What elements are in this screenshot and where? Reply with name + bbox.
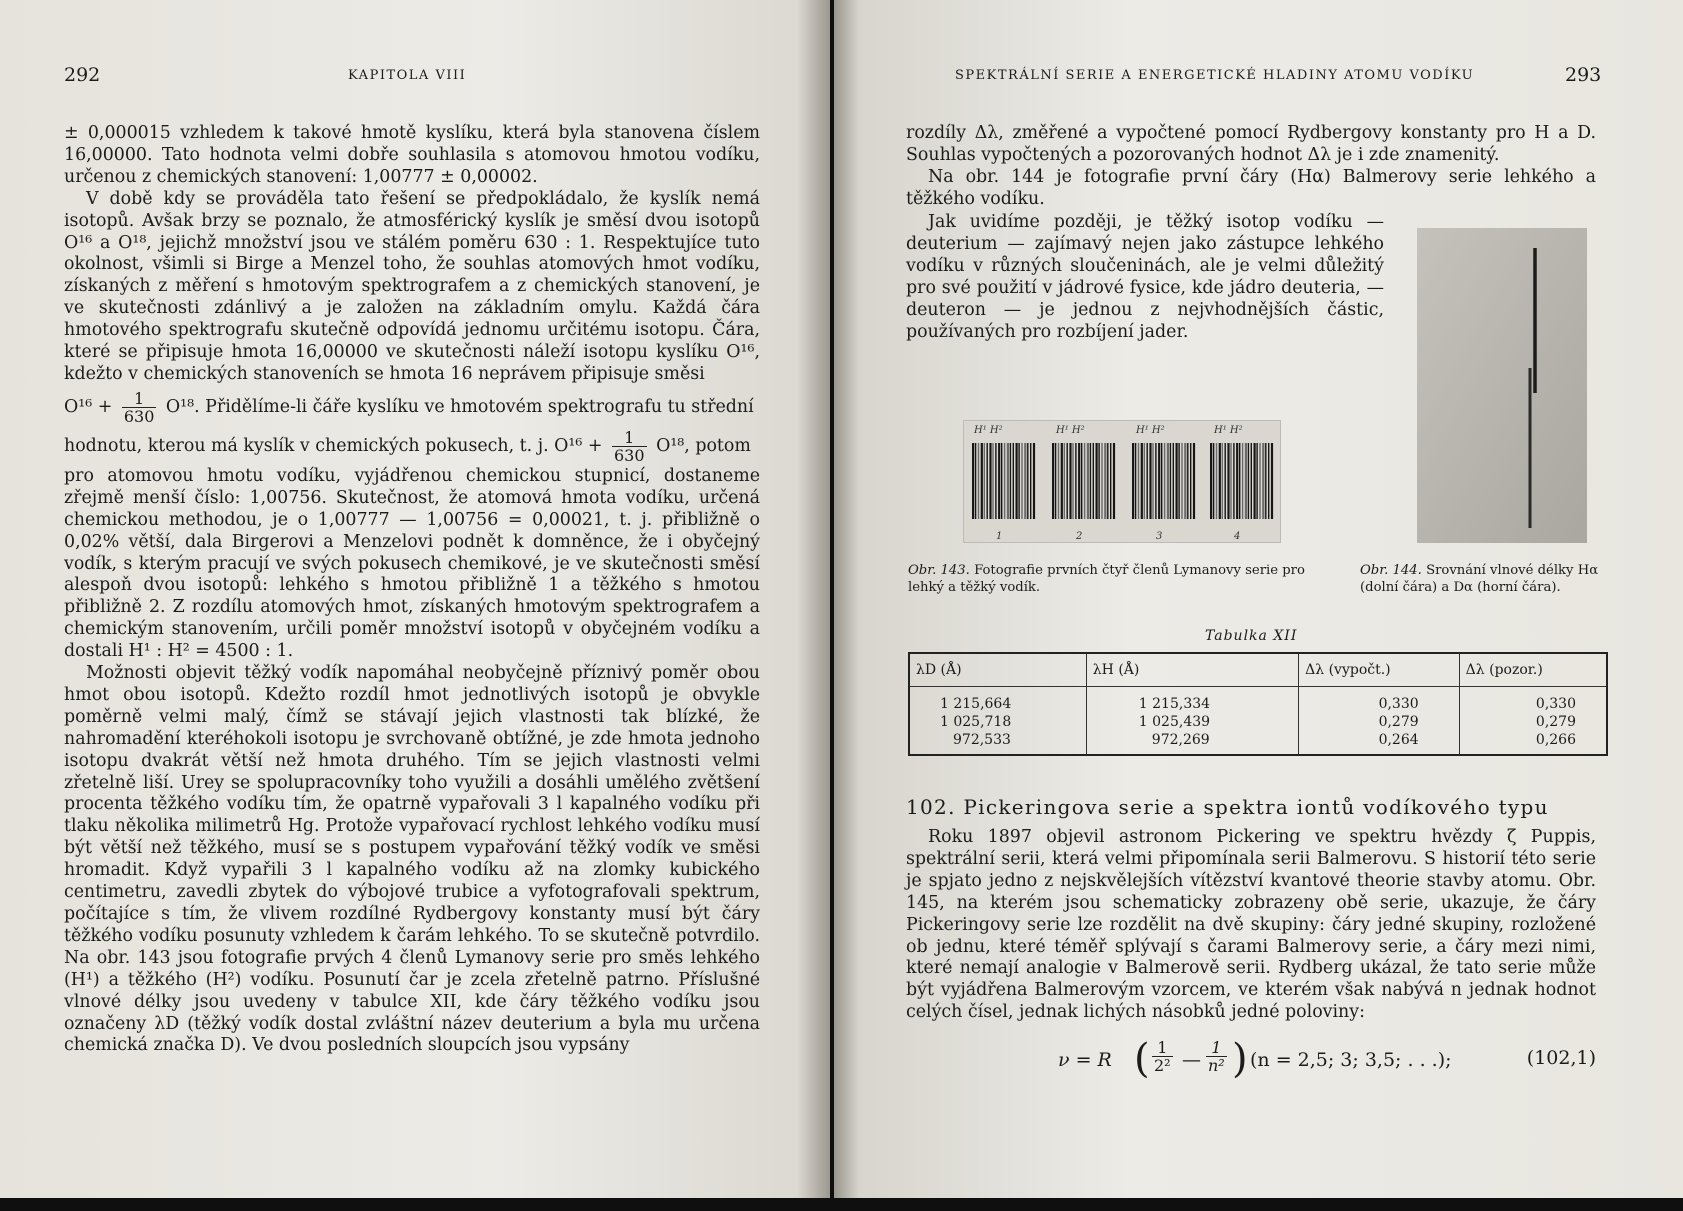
spectrum-stripe	[1187, 443, 1188, 519]
column-header: Δλ (pozor.)	[1459, 653, 1607, 687]
table-row	[909, 731, 1607, 755]
mix-formula-line	[64, 390, 760, 425]
bracket-left: (	[1134, 1036, 1150, 1082]
figure-144-caption	[1360, 562, 1600, 596]
table-cell: 0,330	[1459, 687, 1607, 714]
paragraph: ± 0,000015 vzhledem k takové hmotě kyslíku, která byla stanovena číslem 16,00000. Tato hodnota velmi dobře souhlasila s atomovou hmotou vodíku, určenou z chemických stanovení: 1,00777 ± 0,00002.	[64, 123, 760, 187]
spectrum-stripe	[1158, 443, 1160, 519]
spectrum-stripe	[1024, 443, 1026, 519]
equation-102-1	[938, 1033, 1596, 1093]
spectrum-stripe	[1222, 443, 1223, 519]
column-header: Δλ (vypočt.)	[1299, 653, 1460, 687]
formula-text: O¹⁶ +	[64, 396, 113, 417]
spectrum-stripe	[1084, 443, 1085, 519]
table-cell: 1 215,334	[1086, 687, 1298, 714]
spectrum-stripe	[1251, 443, 1252, 519]
spectrum-stripe	[1027, 443, 1028, 519]
spectrum-stripe	[1021, 443, 1022, 519]
spectrum-stripe	[1236, 443, 1238, 519]
figure-144-photo	[1417, 228, 1587, 543]
spectrum-stripe	[1256, 443, 1257, 519]
spectrum-stripe	[1081, 443, 1082, 519]
paragraph: rozdíly Δλ, změřené a vypočtené pomocí Rydbergovy konstanty pro H a D. Souhlas vypočtených a pozorovaných hodnot Δλ je i zde znamenitý.	[906, 123, 1596, 165]
table-cell: 0,264	[1299, 731, 1460, 755]
spectrum-stripe	[989, 443, 991, 519]
caption-text: Srovnání vlnové délky Hα (dolní čára) a Dα (horní čára).	[1360, 563, 1599, 595]
table-row	[909, 687, 1607, 714]
table-xii	[908, 652, 1608, 756]
spectrum-label: H¹ H²	[1136, 425, 1165, 436]
spectrum-stripe	[1030, 443, 1031, 519]
spectrum-stripe	[1248, 443, 1249, 519]
spectrum-stripe	[1225, 443, 1226, 519]
spectrum-stripe	[998, 443, 1000, 519]
fraction: $\frac{1}{630}$	[614, 427, 645, 465]
spectrum-stripe	[1132, 443, 1134, 519]
spectrum-index: 4	[1234, 531, 1241, 542]
spectrum-label: H¹ H²	[1056, 425, 1085, 436]
spectrum-stripe	[978, 443, 979, 519]
spectrum-stripe	[1104, 443, 1106, 519]
equation-number: (102,1)	[1526, 1047, 1596, 1069]
spectrum-stripe	[995, 443, 996, 519]
spectrum-stripe	[975, 443, 976, 519]
right-intro	[906, 123, 1596, 211]
caption-number: Obr. 144.	[1360, 563, 1422, 578]
spectrum-stripe	[972, 443, 974, 519]
spectrum-stripe	[1110, 443, 1111, 519]
table-cell: 0,279	[1459, 713, 1607, 731]
spectrum-stripe	[1075, 443, 1076, 519]
spectrum-stripe	[1001, 443, 1002, 519]
caption-text: Fotografie prvních čtyř členů Lymanovy serie pro lehký a těžký vodík.	[908, 563, 1305, 595]
spectrum-index: 2	[1076, 531, 1083, 542]
fraction: $\frac{1}{\text{2²}}$	[1154, 1038, 1171, 1075]
spectrum-stripe	[1227, 443, 1229, 519]
spectrum-stripe	[1098, 443, 1099, 519]
spectrum-stripe	[1055, 443, 1056, 519]
table-cell: 0,266	[1459, 731, 1607, 755]
spectrum-stripe	[1155, 443, 1156, 519]
spectrum-stripe	[1101, 443, 1102, 519]
spectrum-stripe	[1013, 443, 1014, 519]
minus-sign: —	[1182, 1049, 1201, 1071]
spectrum-stripe	[1141, 443, 1143, 519]
left-page	[0, 0, 830, 1198]
section-heading: 102. Pickeringova serie a spektra iontů vodíkového typu	[906, 795, 1549, 819]
spectrum-stripe	[1167, 443, 1169, 519]
spectrum-stripe	[1265, 443, 1266, 519]
spectrum-stripe	[1262, 443, 1264, 519]
spectrum-stripe	[1058, 443, 1059, 519]
spectrum-stripe	[1176, 443, 1178, 519]
table-cell: 1 215,664	[909, 687, 1086, 714]
spectrum-stripe	[1087, 443, 1089, 519]
spectrum-stripe	[1033, 443, 1035, 519]
spectrum-stripe	[1181, 443, 1182, 519]
spectrum-stripe	[1178, 443, 1179, 519]
spectrum-stripe	[1230, 443, 1231, 519]
spectrum-stripe	[1152, 443, 1153, 519]
spectrum-stripe	[992, 443, 993, 519]
spectrum-stripe	[1149, 443, 1151, 519]
spectrum-stripe	[1161, 443, 1162, 519]
spectrum-stripe	[1093, 443, 1094, 519]
spectrum-index: 3	[1156, 531, 1163, 542]
spectrum-stripe	[1096, 443, 1098, 519]
paragraph: pro atomovou hmotu vodíku, vyjádřenou chemickou stupnicí, dostaneme zřejmě menší číslo: 1,00756. Skutečnost, že atomová hmota vodíku, určená chemickou methodou, je o 1,00777 — 1,00756 = 0,00021, t. j. přibližně o 0,02% větší, dala Birgerovi a Menzelovi podnět k domněnce, že i obyčejný vodík, s kterým pracují ve svých pokusech chemikové, je ve skutečnosti směsí alespoň dvou isotopů: lehkého s hmotou přibližně 1 a těžkého s hmotou přibližně 2. Z rozdílu atomových hmot, získaných hmotovým spektrografem a chemickým stanovením, určili poměr množství isotopů v obyčejném vodíku a dostali H¹ : H² = 4500 : 1.	[64, 465, 760, 662]
equation-condition: (n = 2,5; 3; 3,5; . . .);	[1250, 1049, 1452, 1071]
mix-formula-line-2	[64, 429, 760, 464]
column-header: λH (Å)	[1086, 653, 1298, 687]
equation-lhs: ν = R	[1058, 1049, 1112, 1071]
spectrum-stripe	[1164, 443, 1165, 519]
balmer-line-photo	[1417, 228, 1587, 543]
spectrum-stripe	[1184, 443, 1186, 519]
figure-143-caption	[908, 562, 1328, 596]
spectrum-stripe	[1190, 443, 1191, 519]
spectrum-stripe	[1213, 443, 1214, 519]
spectrum-stripe	[1245, 443, 1247, 519]
spectrum-stripe	[1135, 443, 1136, 519]
spectrum-label: H¹ H²	[974, 425, 1003, 436]
left-body	[64, 123, 760, 1057]
bracket-right: )	[1232, 1036, 1248, 1082]
spectrum-stripe	[1173, 443, 1174, 519]
spectrum-stripe	[1061, 443, 1063, 519]
spectrum-stripe	[1018, 443, 1019, 519]
spectrum-stripe	[1107, 443, 1108, 519]
spectrum-stripe	[1170, 443, 1171, 519]
spectrum-stripe	[1242, 443, 1243, 519]
spectrum-stripe	[1233, 443, 1234, 519]
table-cell: 0,330	[1299, 687, 1460, 714]
column-header: λD (Å)	[909, 653, 1086, 687]
table-cell: 1 025,718	[909, 713, 1086, 731]
spectrum-stripe	[987, 443, 988, 519]
pickering-paragraph: Roku 1897 objevil astronom Pickering ve spektru hvězdy ζ Puppis, spektrální serii, která velmi připomínala serii Balmerovu. S historií této serie je spjato jedno z nejskvělejších vítězství kvantové theorie stavby atomu. Obr. 145, na kterém jsou schematicky zobrazeny obě serie, ukazuje, že čáry Pickeringovy serie lze rozdělit na dvě skupiny: čáry jedné skupiny, rozložené ob jednu, které téměř splývají s čarami Balmerovy serie, a čáry mezi nimi, které nemají analogie v Balmerově serii. Rydberg ukázal, že tato serie může být vyjádřena Balmerovým vzorcem, ve kterém však nabývá n jednak hodnot celých čísel, jednak lichých násobků jedné poloviny:	[906, 827, 1596, 1023]
spectrum-stripe	[1067, 443, 1068, 519]
spectrum-stripe	[1239, 443, 1240, 519]
paragraph: Na obr. 144 je fotografie první čáry (Hα) Balmerovy serie lehkého a těžkého vodíku.	[906, 166, 1596, 209]
spectrum-stripe	[1052, 443, 1054, 519]
spectrum-stripe	[1090, 443, 1091, 519]
formula-text: O¹⁸. Přidělíme-li čáře kyslíku ve hmotovém spektrografu tu střední	[165, 396, 754, 417]
spectrum-stripe	[1193, 443, 1195, 519]
spectrum-stripe	[1007, 443, 1009, 519]
spectrum-stripe	[1004, 443, 1005, 519]
spectrum-stripe	[1259, 443, 1260, 519]
fraction: $\frac{1}{630}$	[123, 388, 155, 426]
spectrum-stripe	[1268, 443, 1269, 519]
table-cell: 972,269	[1086, 731, 1298, 755]
table-cell: 972,533	[909, 731, 1086, 755]
spectrum-stripe	[1254, 443, 1256, 519]
paragraph: Možnosti objevit těžký vodík napomáhal neobyčejně příznivý poměr obou hmot obou isotopů. Kdežto rozdíl hmot jednotlivých isotopů je obvykle poměrně velmi malý, čímž se stávají jejich vlastnosti tak blízké, že nahromadění kteréhokoli isotopu je svrchovaně obtížné, je zde hmota jednoho isotopu dvakrát větší než hmota druhého. Tím se jejich vlastnosti velmi zřetelně liší. Urey se spolupracovníky toho využili a dosáhli umělého zvětšení procenta těžkého vodíku tím, že opatrně vypařovali 3 l kapalného vodíku při tlaku několika milimetrů Hg. Protože vypařovací rychlost lehkého vodíku musí být větší než těžkého, musí se s postupem vypařování těžký vodík ve směsi hromadit. Když vypařili 3 l kapalného vodíku až na zlomky kubického centimetru, zavedli zbytek do výbojové trubice a vyfotografovali spektrum, počítajíce s tím, že vlivem rozdílné Rydbergovy konstanty musí být čáry těžkého vodíku posunuty vzhledem k čarám lehkého. To se skutečně potvrdilo. Na obr. 143 jsou fotografie prvých 4 členů Lymanovy serie pro směs lehkého (H¹) a těžkého (H²) vodíku. Posunutí čar je zcela zřetelně patrno. Příslušné vlnové délky jsou uvedeny v tabulce XII, kde čáry těžkého vodíku jsou označeny λD (těžký vodík dostal zvláštní název deuterium a byla mu určena chemická značka D). Ve dvou posledních sloupcích jsou vypsány	[64, 663, 760, 1056]
spectrum-stripe	[1078, 443, 1080, 519]
table-cell: 1 025,439	[1086, 713, 1298, 731]
spectrum-stripe	[1010, 443, 1011, 519]
spectrum-stripe	[1271, 443, 1273, 519]
spectrum-stripe	[1144, 443, 1145, 519]
fraction: $\frac{1}{\text{n²}}$	[1208, 1038, 1225, 1075]
spectrum-stripe	[1113, 443, 1115, 519]
table-row	[909, 713, 1607, 731]
table-title: Tabulka XII	[1205, 628, 1298, 644]
running-head-right: SPEKTRÁLNÍ SERIE A ENERGETICKÉ HLADINY ATOMU VODÍKU	[955, 68, 1475, 83]
spectrum-label: H¹ H²	[1214, 425, 1243, 436]
formula-text: O¹⁸, potom	[656, 435, 751, 456]
page-number-left: 292	[64, 64, 101, 86]
deuterium-paragraph: Jak uvidíme později, je těžký isotop vodíku — deuterium — zajímavý nejen jako zástupce lehkého vodíku v různých sloučeninách, ale je velmi důležitý pro své použití v jádrové fysice, kde jádro deuteria, — deuteron — je jednou z nejvhodnějších částic, používaných pro rozbíjení jader.	[906, 212, 1384, 342]
paragraph: V době kdy se prováděla tato řešení se předpokládalo, že kyslík nemá isotopů. Avšak brzy se poznalo, že atmosférický kyslík je směsí dvou isotopů O¹⁶ a O¹⁸, jejichž množství jsou ve stálém poměru 630 : 1. Respektujíce tuto okolnost, všimli si Birge a Menzel toho, že souhlas atomových hmot vodíku, získaných z měření s hmotovým spektrografem a z chemických stanovení, je ve skutečnosti zdánlivý a je založen na základním omylu. Každá čára hmotového spektrografu skutečně odpovídá jednomu určitému isotopu. Čára, které se připisuje hmota 16,00000 ve skutečnosti náleží isotopu kyslíku O¹⁶, kdežto v chemických stanoveních se hmota 16 neprávem připisuje směsi	[64, 188, 760, 384]
spectrum-stripe	[1210, 443, 1212, 519]
spectrum-stripe	[1147, 443, 1148, 519]
running-head-left: KAPITOLA VIII	[348, 68, 467, 83]
spectrum-stripe	[1072, 443, 1073, 519]
spectra-photo	[964, 421, 1280, 542]
caption-number: Obr. 143.	[908, 563, 970, 578]
formula-text: hodnotu, kterou má kyslík v chemických pokusech, t. j. O¹⁶ +	[64, 435, 603, 456]
spectrum-stripe	[1016, 443, 1018, 519]
table-cell: 0,279	[1299, 713, 1460, 731]
spectrum-stripe	[1069, 443, 1071, 519]
spectrum-stripe	[1138, 443, 1139, 519]
spectrum-stripe	[981, 443, 983, 519]
page-number-right: 293	[1565, 64, 1602, 86]
spectrum-index: 1	[996, 531, 1003, 542]
spectrum-stripe	[984, 443, 985, 519]
spectrum-stripe	[1219, 443, 1221, 519]
spectrum-stripe	[1064, 443, 1065, 519]
figure-143-spectra	[963, 420, 1281, 543]
spectrum-stripe	[1216, 443, 1217, 519]
